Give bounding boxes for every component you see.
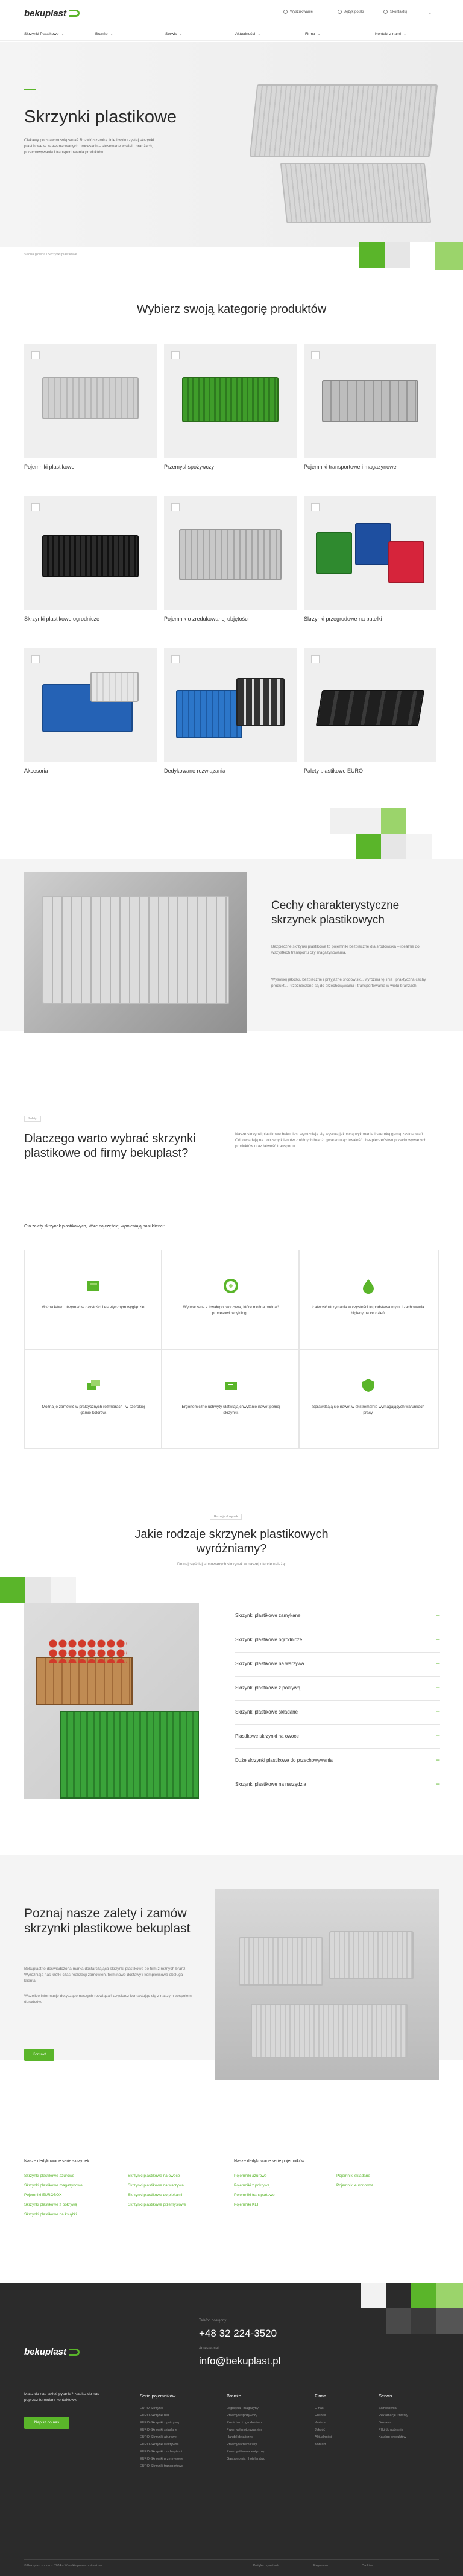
series-link[interactable]: Pojemniki euronorma	[336, 2183, 374, 2188]
benefit-cell	[24, 1349, 162, 1449]
search-link[interactable]: Wyszukiwanie	[283, 10, 313, 14]
chevron-down-icon: ⌄	[110, 33, 113, 36]
category-image	[164, 344, 297, 458]
benefit-cell	[162, 1250, 299, 1349]
footer-divider	[24, 2559, 439, 2560]
learn-image	[215, 1889, 439, 2080]
category-icon	[171, 351, 180, 359]
email-label: Adres e-mail	[199, 2347, 219, 2350]
link-column	[234, 2171, 275, 2210]
category-image	[24, 496, 157, 610]
footer-logo[interactable]: bekuplast	[24, 2347, 80, 2357]
category-icon	[311, 351, 320, 359]
privacy-link[interactable]: Polityka prywatności	[253, 2564, 281, 2568]
accordion-item[interactable]: Skrzynki plastikowe na warzywa +	[235, 1653, 440, 1677]
decor-square	[406, 834, 432, 859]
category-image	[164, 648, 297, 762]
accordion-item[interactable]: Skrzynki plastikowe na narzędzia +	[235, 1773, 440, 1797]
brand-logo[interactable]	[24, 8, 80, 19]
types-subtitle: Do najczęściej stosowanych skrzynek w naszej ofercie należą:	[177, 1562, 286, 1566]
footer-link[interactable]: Logistyka i magazyny	[227, 2407, 259, 2410]
decor-square	[410, 242, 435, 268]
decor-square	[51, 1577, 76, 1603]
phone-icon	[383, 10, 388, 14]
series-link[interactable]: Skrzynki plastikowe z pokrywą	[24, 2203, 77, 2207]
category-image	[24, 648, 157, 762]
category-label: Przemysł spożywczy	[164, 464, 215, 470]
page-title: Skrzynki plastikowe	[24, 107, 177, 127]
benefit-cell	[299, 1250, 439, 1349]
decor-square	[356, 808, 381, 834]
plus-icon: +	[435, 1732, 440, 1740]
category-label: Pojemnik o zredukowanej objętości	[164, 616, 249, 622]
footer-link[interactable]: EURO-Skrzynki przemysłowe	[140, 2457, 184, 2461]
durability-icon	[360, 1377, 377, 1394]
series-link[interactable]: Skrzynki plastikowe na książki	[24, 2212, 77, 2217]
footer-link[interactable]: EURO-Skrzynki	[140, 2407, 163, 2410]
cookies-link[interactable]: Cookies	[362, 2564, 373, 2568]
footer-link[interactable]: Reklamacje i zwroty	[379, 2414, 408, 2417]
footer-link[interactable]: O nas	[315, 2407, 324, 2410]
section-tag: Rodzaje skrzynek	[210, 1514, 242, 1520]
plus-icon: +	[435, 1683, 440, 1692]
footer-link[interactable]: EURO-Skrzynki z uchwytami	[140, 2450, 183, 2454]
category-card[interactable]	[164, 344, 297, 470]
category-image	[304, 648, 436, 762]
decor-square	[356, 834, 381, 859]
footer-link[interactable]: Kontakt	[315, 2443, 326, 2446]
language-link[interactable]: Język polski	[338, 10, 364, 14]
email-address[interactable]: info@bekuplast.pl	[199, 2355, 281, 2367]
nav-item-company[interactable]: Firma ⌄	[305, 32, 321, 36]
handle-icon	[222, 1377, 239, 1394]
footer-link[interactable]: EURO-Skrzynki bez	[140, 2414, 169, 2417]
benefit-text: Wytwarzane z trwałego tworzywa, które można poddać procesowi recyklingu.	[183, 1305, 279, 1315]
types-title: Jakie rodzaje skrzynek plastikowych wyróżniamy?	[134, 1528, 329, 1555]
category-card[interactable]	[304, 496, 436, 622]
chevron-down-icon: ⌄	[61, 33, 65, 36]
learn-paragraph-2: Wszelkie informacje dotyczące naszych rozwiązań uzyskasz kontaktując się z naszym zespołem doradców.	[24, 1994, 192, 2004]
section-tag: Zalety	[24, 1116, 41, 1122]
water-drop-icon	[360, 1277, 377, 1294]
series-link[interactable]: Pojemniki z pokrywą	[234, 2183, 270, 2188]
footer-link[interactable]: Katalog produktów	[379, 2435, 406, 2439]
decor-square	[381, 834, 406, 859]
category-icon	[311, 655, 320, 663]
nav-item-service[interactable]: Serwis ⌄	[165, 32, 183, 36]
hero-accent-line	[24, 89, 36, 90]
category-image	[304, 496, 436, 610]
category-label: Pojemniki plastikowe	[24, 464, 75, 470]
series-link[interactable]: Pojemniki składane	[336, 2174, 371, 2178]
logo-mark-icon	[69, 10, 80, 17]
plus-icon: +	[435, 1707, 440, 1716]
series-link[interactable]: Pojemniki KLT	[234, 2203, 259, 2207]
series-link[interactable]: Skrzynki plastikowe na warzywa	[128, 2183, 184, 2188]
search-icon	[283, 10, 288, 14]
category-icon	[171, 655, 180, 663]
decor-square	[381, 808, 406, 834]
plus-icon: +	[435, 1611, 440, 1619]
footer-link[interactable]: Przemysł motoryzacyjny	[227, 2428, 263, 2432]
decor-square	[25, 1577, 51, 1603]
plus-icon: +	[435, 1780, 440, 1788]
footer-link[interactable]: Gastronomia i hotelarstwo	[227, 2457, 265, 2461]
plus-icon: +	[435, 1635, 440, 1644]
footer-link[interactable]: EURO-Skrzynki transportowe	[140, 2464, 183, 2468]
nav-item-crates[interactable]: Skrzynki Plastikowe ⌄	[24, 32, 65, 36]
hero-crate-image-2	[280, 163, 432, 223]
series-link[interactable]: Pojemniki transportowe	[234, 2193, 275, 2197]
nav-item-news[interactable]: Aktualności ⌄	[235, 32, 261, 36]
footer-question: Masz do nas jakieś pytania? Napisz do nas poprzez formularz kontaktowy.	[24, 2392, 99, 2402]
category-card[interactable]	[24, 648, 157, 774]
footer-link[interactable]: Handel detaliczny	[227, 2435, 253, 2439]
category-icon	[311, 503, 320, 511]
crate-series-title: Nasze dedykowane serie skrzynek:	[24, 2159, 90, 2163]
category-icon	[31, 503, 40, 511]
category-label: Dedykowane rozwiązania	[164, 768, 226, 774]
footer-link[interactable]: Przemysł spożywczy	[227, 2414, 257, 2417]
recycle-icon	[222, 1277, 239, 1294]
footer-column: Branże Logistyka i magazyny Przemysł spożywczy Rolnictwo i ogrodnictwo Przemysł motoryzacyjny Handel detaliczny Przemysł chemiczny Przemysł farmaceutyczny Gastronomia i hotelarstwo	[227, 2393, 265, 2463]
benefit-text: Ergonomiczne uchwyty ułatwiają chwytanie nawet pełnej skrzynki.	[181, 1405, 280, 1415]
plus-icon: +	[435, 1756, 440, 1764]
learn-paragraph-1: Bekuplast to doświadczona marka dostarczająca skrzynki plastikowe do firm z różnych branż. Wyróżniają nas krótki czas realizacji zamówień, terminowe dostawy i kompleksowa obsługa klienta.	[24, 1967, 187, 1983]
accordion-item[interactable]: Skrzynki plastikowe zamykane +	[235, 1604, 440, 1628]
category-card[interactable]	[164, 648, 297, 774]
contact-link[interactable]: Skontaktuj	[383, 10, 407, 14]
footer	[0, 2283, 463, 2576]
footer-link[interactable]: Rolnictwo i ogrodnictwo	[227, 2421, 262, 2425]
benefit-text: Można łatwo utrzymać w czystości i estetycznym wyglądzie.	[41, 1305, 146, 1309]
features-title: Cechy charakterystyczne skrzynek plastikowych	[271, 899, 400, 926]
chevron-down-icon: ⌄	[257, 33, 261, 36]
decor-square	[359, 242, 385, 268]
footer-link[interactable]: Pliki do pobrania	[379, 2428, 403, 2432]
footer-link[interactable]: Jakość	[315, 2428, 326, 2432]
category-card[interactable]	[304, 648, 436, 774]
benefit-cell	[162, 1349, 299, 1449]
decor-square	[435, 242, 463, 270]
logo-text: bekuplast	[24, 8, 67, 19]
why-description: Nasze skrzynki plastikowe bekuplast wyróżniają się wysoką jakością wykonania i szeroką gamą zastosowań. Odpowiadają na potrzeby klientów z różnych branż, gwarantując trwałość i bezpieczeństwo przechowywanych produktów oraz łatwość transportu.	[235, 1132, 427, 1148]
category-icon	[31, 351, 40, 359]
category-label: Palety plastikowe EURO	[304, 768, 364, 774]
globe-icon	[338, 10, 342, 14]
footer-link[interactable]: Przemysł farmaceutyczny	[227, 2450, 265, 2454]
container-series-title: Nasze dedykowane serie pojemników:	[234, 2159, 306, 2163]
features-image	[24, 872, 247, 1033]
terms-link[interactable]: Regulamin	[313, 2564, 328, 2568]
footer-link[interactable]: EURO-Skrzynki z pokrywą	[140, 2421, 179, 2425]
phone-number[interactable]: +48 32 224-3520	[199, 2328, 277, 2339]
series-link[interactable]: Skrzynki plastikowe na owoce	[128, 2174, 180, 2178]
category-image	[24, 344, 157, 458]
breadcrumb: Strona główna / Skrzynki plastikowe	[24, 253, 77, 256]
series-link[interactable]: Skrzynki plastikowe magazynowe	[24, 2183, 83, 2188]
accordion-item[interactable]: Skrzynki plastikowe ogrodnicze +	[235, 1628, 440, 1653]
chevron-down-icon: ⌄	[179, 33, 183, 36]
footer-column: Serwis Zamówienia Reklamacje i zwroty Dostawa Pliki do pobrania Katalog produktów	[379, 2393, 408, 2441]
footer-link[interactable]: Przemysł chemiczny	[227, 2443, 257, 2446]
link-column	[336, 2171, 373, 2191]
category-label: Skrzynki przegrodowe na butelki	[304, 616, 382, 622]
category-icon	[31, 655, 40, 663]
category-card[interactable]	[24, 344, 157, 470]
series-link[interactable]: Skrzynki plastikowe ażurowe	[24, 2174, 75, 2178]
benefit-text: Sprawdzają się nawet w ekstremalnie wymagających warunkach pracy.	[312, 1405, 425, 1415]
why-intro: Oto zalety skrzynek plastikowych, które najczęściej wymieniają nasi klienci:	[24, 1224, 165, 1229]
series-link[interactable]: Skrzynki plastikowe przemysłowe	[128, 2203, 186, 2207]
category-image	[164, 496, 297, 610]
contact-button[interactable]: Kontakt	[24, 2049, 54, 2061]
accordion-item[interactable]: Plastikowe skrzynki na owoce +	[235, 1725, 440, 1749]
footer-link[interactable]: Kariera	[315, 2421, 326, 2425]
menu-toggle-icon[interactable]: ⌄	[428, 10, 432, 15]
decor-square	[0, 1577, 25, 1603]
decor-square	[385, 242, 410, 268]
accordion-item[interactable]: Duże skrzynki plastikowe do przechowywania +	[235, 1749, 440, 1773]
learn-title: Poznaj nasze zalety i zamów skrzynki plastikowe bekuplast	[24, 1907, 191, 1935]
benefit-cell	[24, 1250, 162, 1349]
features-paragraph-1: Bezpieczne skrzynki plastikowe to pojemniki bezpieczne dla środowiska – idealnie do wszystkich transportu czy magazynowania.	[271, 945, 420, 955]
footer-link[interactable]: Zamówienia	[379, 2407, 397, 2410]
footer-link[interactable]: EURO-Skrzynki składane	[140, 2428, 178, 2432]
logo-mark-icon	[69, 2349, 80, 2356]
decor-square	[330, 808, 356, 834]
why-title: Dlaczego warto wybrać skrzynki plastikowe od firmy bekuplast?	[24, 1132, 196, 1160]
main-navigation	[0, 27, 463, 41]
category-label: Skrzynki plastikowe ogrodnicze	[24, 616, 100, 622]
plus-icon: +	[435, 1659, 440, 1668]
chevron-down-icon: ⌄	[403, 33, 407, 36]
link-column	[24, 2171, 83, 2220]
link-column	[128, 2171, 186, 2210]
footer-link[interactable]: Dostawa	[379, 2421, 392, 2425]
series-link[interactable]: Skrzynki plastikowe do piekarni	[128, 2193, 183, 2197]
write-to-us-button[interactable]: Napisz do nas	[24, 2417, 69, 2429]
benefit-text: Łatwość utrzymania w czystości to podstawa myjni i zachowania higieny na co dzień.	[312, 1305, 424, 1315]
footer-link[interactable]: EURO-Skrzynki ażurowe	[140, 2435, 177, 2439]
series-link[interactable]: Pojemniki EUROBOX	[24, 2193, 62, 2197]
benefit-text: Można je zamówić w praktycznych rozmiarach i w szerokiej gamie kolorów.	[42, 1405, 145, 1415]
types-image	[24, 1603, 199, 1799]
footer-column: Firma O nas Historia Kariera Jakość Aktualności Kontakt	[315, 2393, 332, 2448]
category-image	[304, 344, 436, 458]
footer-link[interactable]: EURO-Skrzynki warzywne	[140, 2443, 179, 2446]
hero-crate-image	[250, 84, 438, 157]
category-card[interactable]	[164, 496, 297, 622]
footer-link[interactable]: Historia	[315, 2414, 326, 2417]
copyright: © Bekuplast sp. z o.o. 2024 – Wszelkie prawa zastrzeżone	[24, 2564, 103, 2568]
category-label: Akcesoria	[24, 768, 48, 774]
category-card[interactable]	[304, 344, 436, 470]
hero-description: Ciekawy podstaw rozwiązania? Rozwiń szeroką linie i wykorzystaj skrzynki plastikowe w zaawansowanych procesach – stosowane w wielu branżach, przechowywania i transportowania produktów.	[24, 138, 154, 154]
phone-label: Telefon dostępny	[199, 2319, 227, 2323]
features-paragraph-2: Wysokiej jakości, bezpieczne i przyjazne środowisku, wyróżnia tę linia i praktyczna cechy produktu. Przeznaczone są do przechowywania i transportowania w wielu branżach.	[271, 978, 426, 988]
category-icon	[171, 503, 180, 511]
footer-column: Serie pojemników EURO-Skrzynki EURO-Skrzynki bez EURO-Skrzynki z pokrywą EURO-Skrzynki składane EURO-Skrzynki ażurowe EURO-Skrzynki warzywne EURO-Skrzynki z uchwytami EURO-Skrzynki przemysłowe EURO-Skrzynki transportowe	[140, 2393, 183, 2470]
nav-item-industries[interactable]: Branże ⌄	[95, 32, 113, 36]
series-link[interactable]: Pojemniki ażurowe	[234, 2174, 267, 2178]
sizes-icon	[85, 1377, 102, 1394]
benefit-cell	[299, 1349, 439, 1449]
footer-link[interactable]: Aktualności	[315, 2435, 332, 2439]
clean-icon	[85, 1277, 102, 1294]
categories-title: Wybierz swoją kategorię produktów	[136, 303, 327, 316]
category-label: Pojemniki transportowe i magazynowe	[304, 464, 397, 470]
nav-item-contact[interactable]: Kontakt z nami ⌄	[375, 32, 407, 36]
category-card[interactable]	[24, 496, 157, 622]
chevron-down-icon: ⌄	[317, 33, 321, 36]
accordion-item[interactable]: Skrzynki plastikowe składane +	[235, 1701, 440, 1725]
accordion-item[interactable]: Skrzynki plastikowe z pokrywą +	[235, 1677, 440, 1701]
